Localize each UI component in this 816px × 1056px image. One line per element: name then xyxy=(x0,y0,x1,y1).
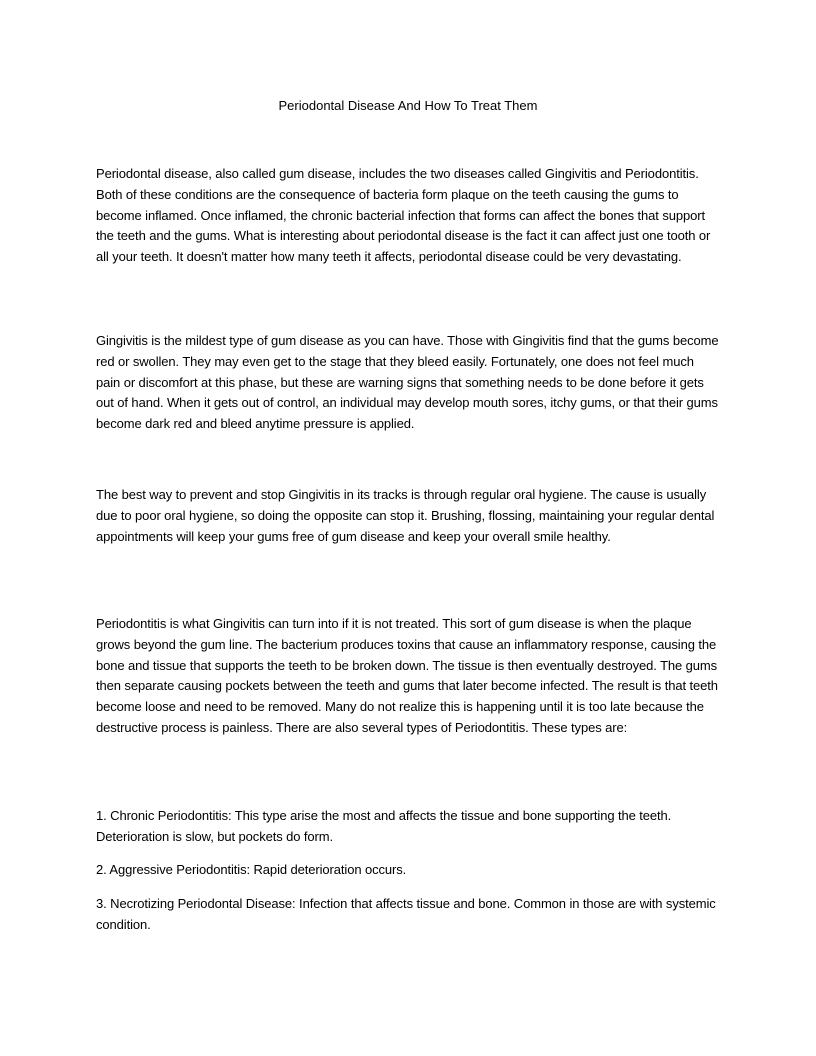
paragraph-periodontitis: Periodontitis is what Gingivitis can turn into if it is not treated. This sort of gum disease is when the plaque grows beyond the gum line. The bacterium produces toxins that cause an inflammatory response, causing the bone and tissue that supports the teeth to be broken down. The tissue is then eventually destroyed. The gums then separate causing pockets between the teeth and gums that later become infected. The result is that teeth become loose and need to be removed. Many do not realize this is happening until it is too late because the destructive process is painless. There are also several types of Periodontitis. These types are: xyxy=(96,616,718,735)
list-item: 3. Necrotizing Periodontal Disease: Infection that affects tissue and bone. Common in those are with systemic condition. xyxy=(96,896,716,932)
paragraph-intro: Periodontal disease, also called gum disease, includes the two diseases called Gingivitis and Periodontitis. Both of these conditions are the consequence of bacteria form plaque on the teeth causing the gums to become inflamed. Once inflamed, the chronic bacterial infection that forms can affect the bones that support the teeth and the gums. What is interesting about periodontal disease is the fact it can affect just one tooth or all your teeth. It doesn't matter how many teeth it affects, periodontal disease could be very devastating. xyxy=(96,166,711,265)
paragraph-prevention: The best way to prevent and stop Gingivitis in its tracks is through regular oral hygiene. The cause is usually due to poor oral hygiene, so doing the opposite can stop it. Brushing, flossing, maintaining your regular dental appointments will keep your gums free of gum disease and keep your overall smile healthy. xyxy=(96,487,715,544)
list-item: 1. Chronic Periodontitis: This type arise the most and affects the tissue and bone supporting the teeth. Deterioration is slow, but pockets do form. xyxy=(96,808,672,844)
paragraph-gingivitis: Gingivitis is the mildest type of gum disease as you can have. Those with Gingivitis find that the gums become red or swollen. They may even get to the stage that they bleed easily. Fortunately, one does not feel much pain or discomfort at this phase, but these are warning signs that something needs to be done before it gets out of hand. When it gets out of control, an individual may develop mouth sores, itchy gums, or that their gums become dark red and bleed anytime pressure is applied. xyxy=(96,333,719,432)
document-title: Periodontal Disease And How To Treat Them xyxy=(278,98,538,113)
list-item: 2. Aggressive Periodontitis: Rapid deterioration occurs. xyxy=(96,862,407,877)
